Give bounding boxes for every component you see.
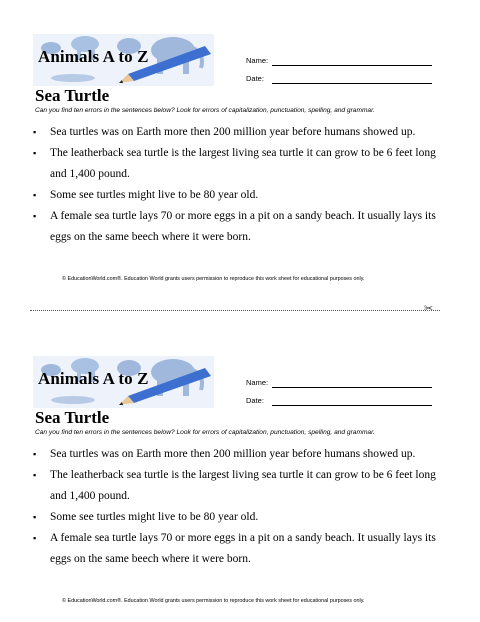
bullet-icon: ▪: [33, 533, 37, 543]
bullet-icon: ▪: [33, 211, 37, 221]
date-line[interactable]: [272, 83, 432, 84]
bullet-icon: ▪: [33, 127, 37, 137]
worksheet-top: [0, 0, 480, 300]
list-item: ▪ Some see turtles might live to be 80 year old.: [33, 185, 453, 206]
list-item: ▪ A female sea turtle lays 70 or more eggs in a pit on a sandy beach. It usually lays its eggs on the same beech where it were born.: [33, 528, 453, 570]
worksheet-title: Sea Turtle: [35, 86, 110, 105]
cut-line: [30, 310, 440, 311]
name-field[interactable]: [246, 378, 268, 387]
date-field[interactable]: [246, 396, 264, 405]
name-label: Name:: [246, 378, 269, 387]
list-item: ▪ Sea turtles was on Earth more then 200 million year before humans showed up.: [33, 444, 453, 465]
date-line[interactable]: [272, 405, 432, 406]
sentence-list: [33, 122, 453, 248]
banner: [33, 356, 214, 408]
list-item: ▪ Some see turtles might live to be 80 year old.: [33, 507, 453, 528]
name-line[interactable]: [272, 65, 432, 66]
list-item: ▪ The leatherback sea turtle is the largest living sea turtle it can grow to be 6 feet long and 1,400 pound.: [33, 465, 453, 507]
date-label: Date:: [246, 74, 264, 83]
banner-title: Animals A to Z: [38, 369, 149, 388]
copyright-notice: © EducationWorld.com®. Education World grants users permission to reproduce this work sheet for educational purposes only.: [62, 598, 365, 604]
scissors-icon: ✂: [424, 302, 434, 315]
instructions: Can you find ten errors in the sentences below? Look for errors of capitalization, punctuation, spelling, and grammar.: [35, 429, 375, 436]
bullet-icon: ▪: [33, 190, 37, 200]
list-item: ▪ The leatherback sea turtle is the largest living sea turtle it can grow to be 6 feet long and 1,400 pound.: [33, 143, 453, 185]
name-line[interactable]: [272, 387, 432, 388]
list-item: ▪ A female sea turtle lays 70 or more eggs in a pit on a sandy beach. It usually lays its eggs on the same beech where it were born.: [33, 206, 453, 248]
bullet-icon: ▪: [33, 470, 37, 480]
date-label: Date:: [246, 396, 264, 405]
name-field[interactable]: [246, 56, 268, 65]
banner-title: Animals A to Z: [38, 47, 149, 66]
bullet-icon: ▪: [33, 512, 37, 522]
list-item: ▪ Sea turtles was on Earth more then 200 million year before humans showed up.: [33, 122, 453, 143]
sentence-list: [33, 444, 453, 570]
worksheet-bottom: [0, 322, 480, 622]
bullet-icon: ▪: [33, 449, 37, 459]
copyright-notice: © EducationWorld.com®. Education World grants users permission to reproduce this work sheet for educational purposes only.: [62, 276, 365, 282]
banner: [33, 34, 214, 86]
worksheet-title: Sea Turtle: [35, 408, 110, 427]
bullet-icon: ▪: [33, 148, 37, 158]
name-label: Name:: [246, 56, 269, 65]
date-field[interactable]: [246, 74, 264, 83]
instructions: Can you find ten errors in the sentences below? Look for errors of capitalization, punctuation, spelling, and grammar.: [35, 107, 375, 114]
